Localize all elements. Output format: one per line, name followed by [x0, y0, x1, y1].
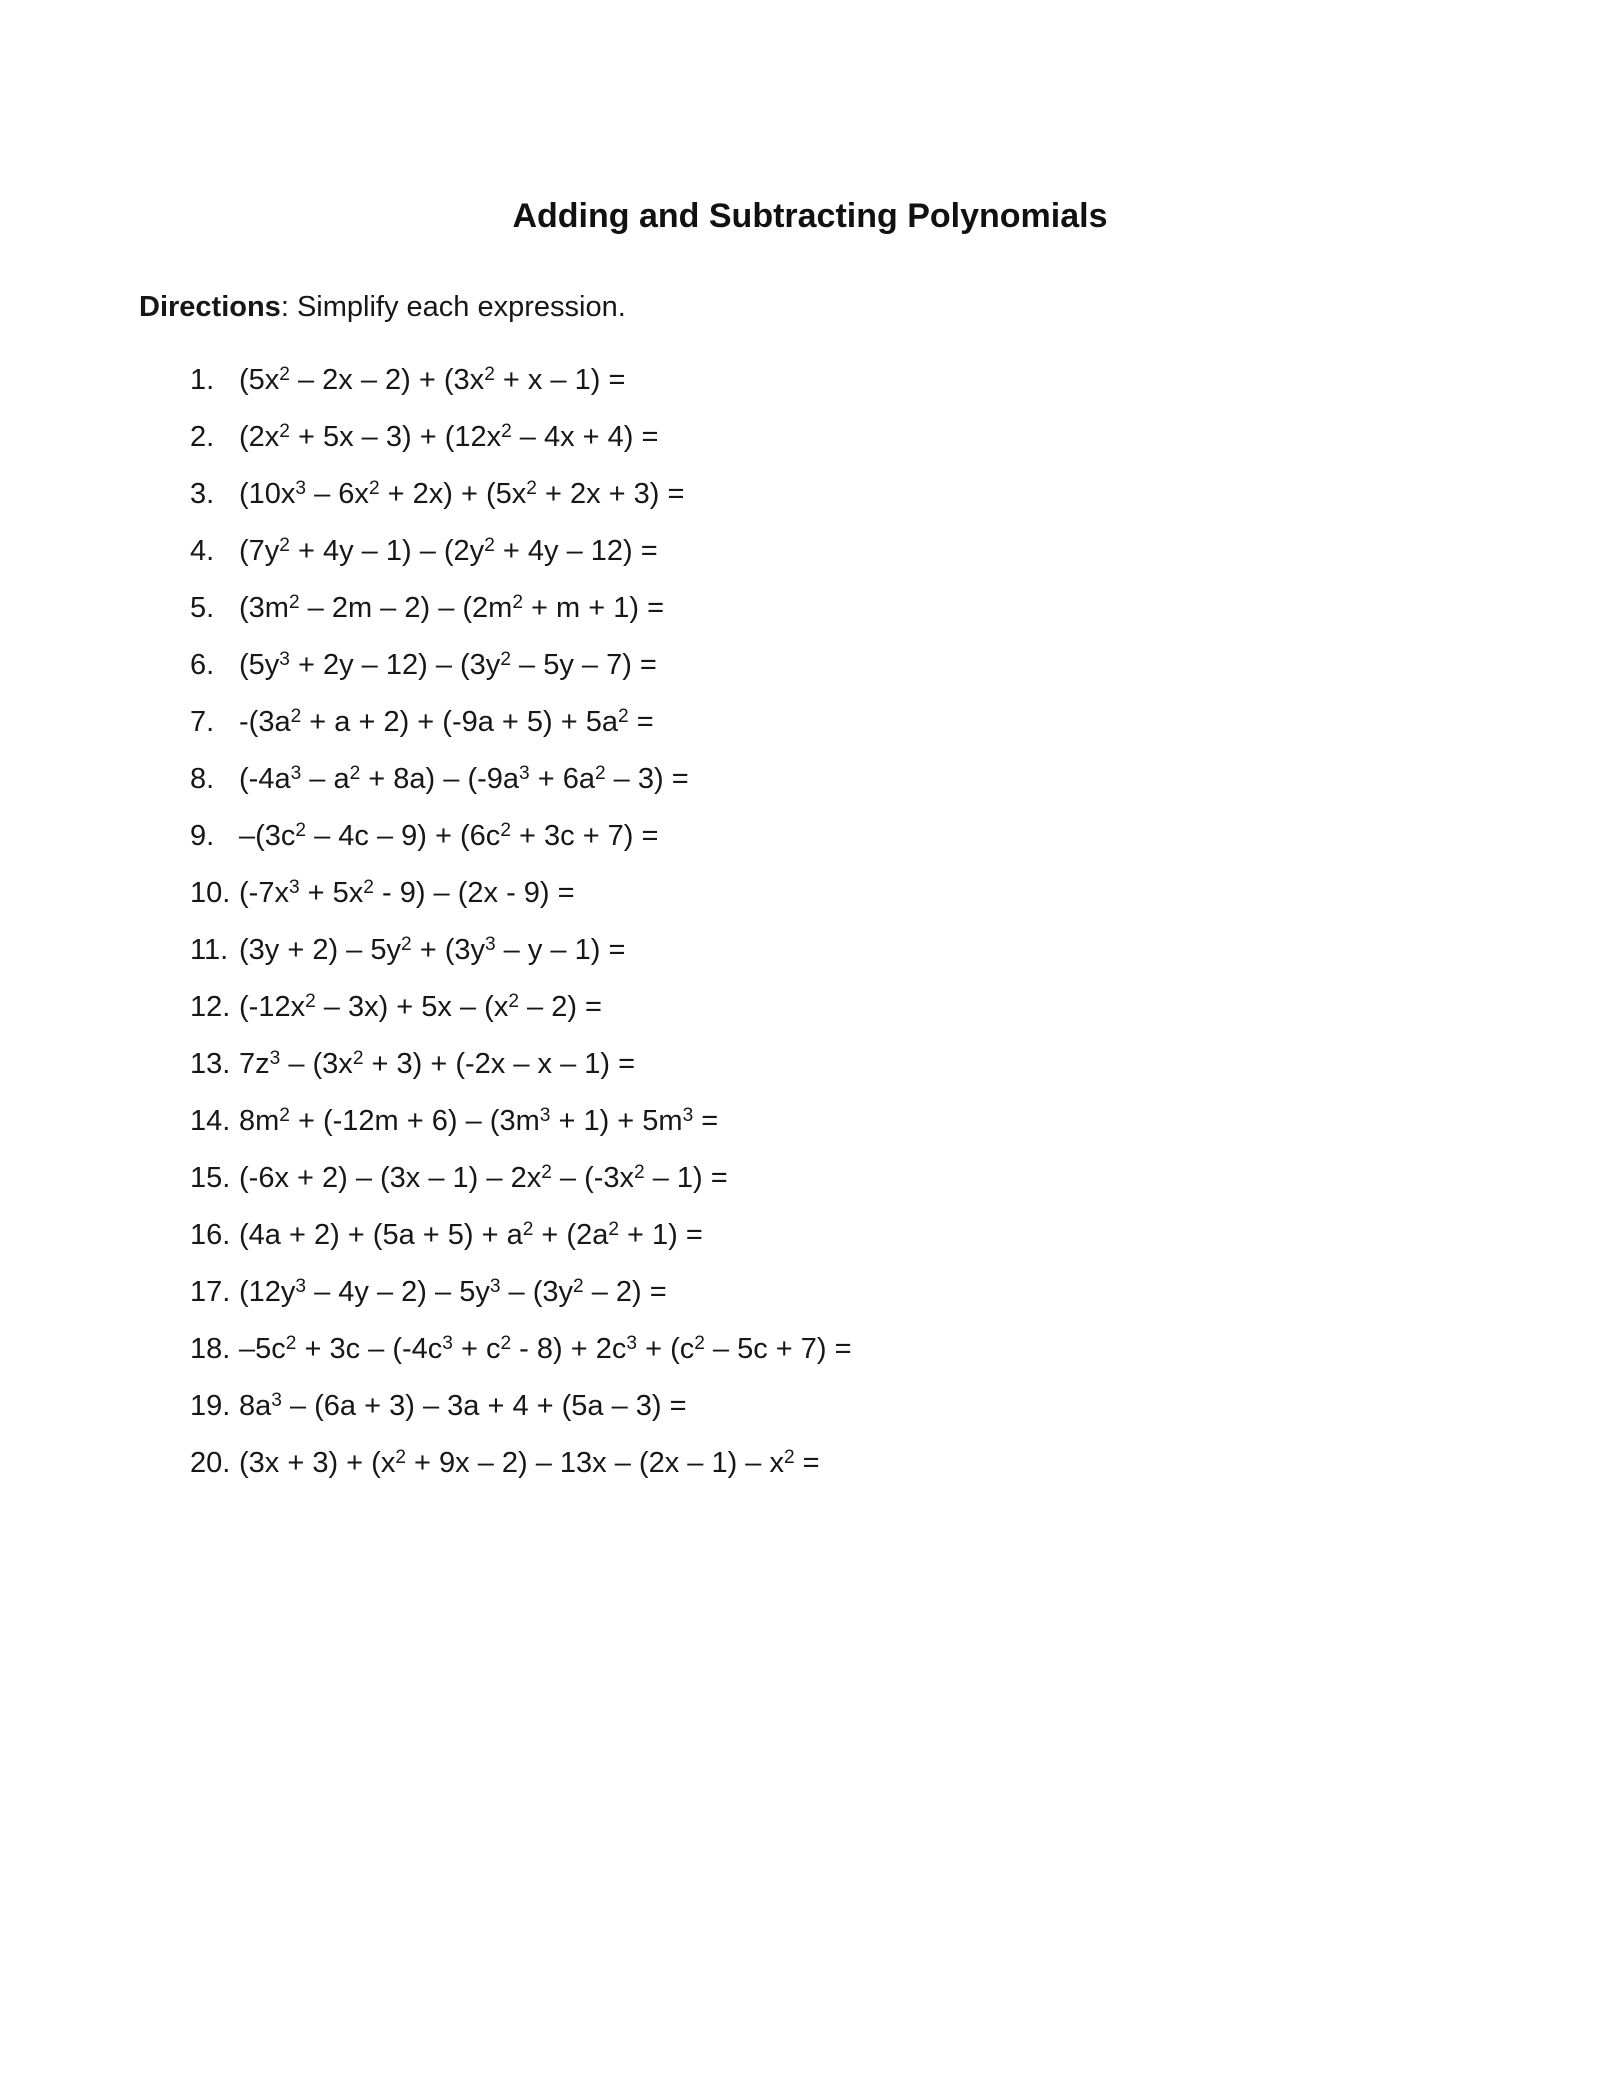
- problem-row: [190, 409, 1620, 466]
- problem-number: 14.: [190, 1105, 231, 1138]
- problem-list: [190, 352, 1620, 1492]
- problem-expression: $(4a + 2) + (5a + 5) + a^2 + (2a^2 + 1)$ =: [239, 1219, 703, 1252]
- directions: [139, 289, 1620, 327]
- problem-number: 13.: [190, 1048, 231, 1081]
- problem-row: [190, 1150, 1620, 1207]
- problem-expression: $7z^3 - (3x^2 + 3) + (-2x - x - 1)$ =: [239, 1048, 636, 1081]
- problem-number: 15.: [190, 1162, 231, 1195]
- problem-expression: $-(3c^2 - 4c - 9) + (6c^2 + 3c + 7)$ =: [239, 820, 659, 853]
- problem-expression: $(10x^3 - 6x^2 + 2x) + (5x^2 + 2x + 3)$ =: [239, 478, 685, 511]
- problem-expression: $(3x + 3) + (x^2 + 9x - 2) - 13x - (2x - 1) - x^2$ =: [239, 1447, 820, 1480]
- problem-number: 10.: [190, 877, 231, 910]
- problem-expression: $(3y + 2) - 5y^2 + (3y^3 - y - 1)$ =: [239, 934, 626, 967]
- problem-row: [190, 1093, 1620, 1150]
- problem-row: [190, 352, 1620, 409]
- problem-number: 1.: [190, 364, 215, 397]
- problem-row: [190, 1207, 1620, 1264]
- problem-expression: $(2x^2 + 5x - 3) + (12x^2 - 4x + 4)$ =: [239, 421, 659, 454]
- problem-number: 20.: [190, 1447, 231, 1480]
- problem-row: [190, 1378, 1620, 1435]
- problem-row: [190, 637, 1620, 694]
- page-title: Adding and Subtracting Polynomials: [512, 197, 1108, 235]
- problem-number: 19.: [190, 1390, 231, 1423]
- problem-expression: $-(3a^2 + a + 2) + (-9a + 5) + 5a^2$ =: [239, 706, 654, 739]
- problem-row: [190, 1264, 1620, 1321]
- problem-number: 8.: [190, 763, 215, 796]
- problem-number: 17.: [190, 1276, 231, 1309]
- problem-number: 16.: [190, 1219, 231, 1252]
- problem-row: [190, 751, 1620, 808]
- problem-expression: $(-6x + 2) - (3x - 1) - 2x^2 - (-3x^2 - 1)$ =: [239, 1162, 728, 1195]
- problem-row: [190, 1036, 1620, 1093]
- problem-expression: $(-12x^2 - 3x) + 5x - (x^2 - 2)$ =: [239, 991, 602, 1024]
- problem-row: [190, 1321, 1620, 1378]
- problem-expression: $-5c^2 + 3c - (-4c^3 + c^2 - 8) + 2c^3 + (c^2 - 5c + 7)$ =: [239, 1333, 852, 1366]
- problem-number: 4.: [190, 535, 215, 568]
- problem-row: [190, 466, 1620, 523]
- problem-row: [190, 523, 1620, 580]
- problem-number: 5.: [190, 592, 215, 625]
- problem-number: 9.: [190, 820, 215, 853]
- problem-number: 3.: [190, 478, 215, 511]
- problem-expression: $(3m^2 - 2m - 2) - (2m^2 + m + 1)$ =: [239, 592, 665, 625]
- problem-expression: $8m^2 + (-12m + 6) - (3m^3 + 1) + 5m^3$ =: [239, 1105, 719, 1138]
- problem-expression: $(12y^3 - 4y - 2) - 5y^3 - (3y^2 - 2)$ =: [239, 1276, 667, 1309]
- problem-expression: $8a^3 - (6a + 3) - 3a + 4 + (5a - 3)$ =: [239, 1390, 687, 1423]
- problem-expression: $(5x^2 - 2x - 2) + (3x^2 + x - 1)$ =: [239, 364, 626, 397]
- problem-expression: $(-7x^3 + 5x^2 - 9) - (2x - 9)$ =: [239, 877, 575, 910]
- problem-row: [190, 1435, 1620, 1492]
- problem-number: 7.: [190, 706, 215, 739]
- problem-number: 18.: [190, 1333, 231, 1366]
- problem-row: [190, 979, 1620, 1036]
- problem-row: [190, 808, 1620, 865]
- directions-text: : Simplify each expression.: [280, 290, 626, 323]
- problem-expression: $(7y^2 + 4y - 1) - (2y^2 + 4y - 12)$ =: [239, 535, 658, 568]
- directions-label: Directions: [139, 290, 281, 323]
- problem-row: [190, 922, 1620, 979]
- problem-expression: $(-4a^3 - a^2 + 8a) - (-9a^3 + 6a^2 - 3)$ =: [239, 763, 689, 796]
- problem-expression: $(5y^3 + 2y - 12) - (3y^2 - 5y - 7)$ =: [239, 649, 657, 682]
- problem-number: 12.: [190, 991, 231, 1024]
- problem-row: [190, 580, 1620, 637]
- problem-row: [190, 694, 1620, 751]
- problem-number: 11.: [190, 934, 229, 967]
- problem-row: [190, 865, 1620, 922]
- problem-number: 6.: [190, 649, 215, 682]
- problem-number: 2.: [190, 421, 215, 454]
